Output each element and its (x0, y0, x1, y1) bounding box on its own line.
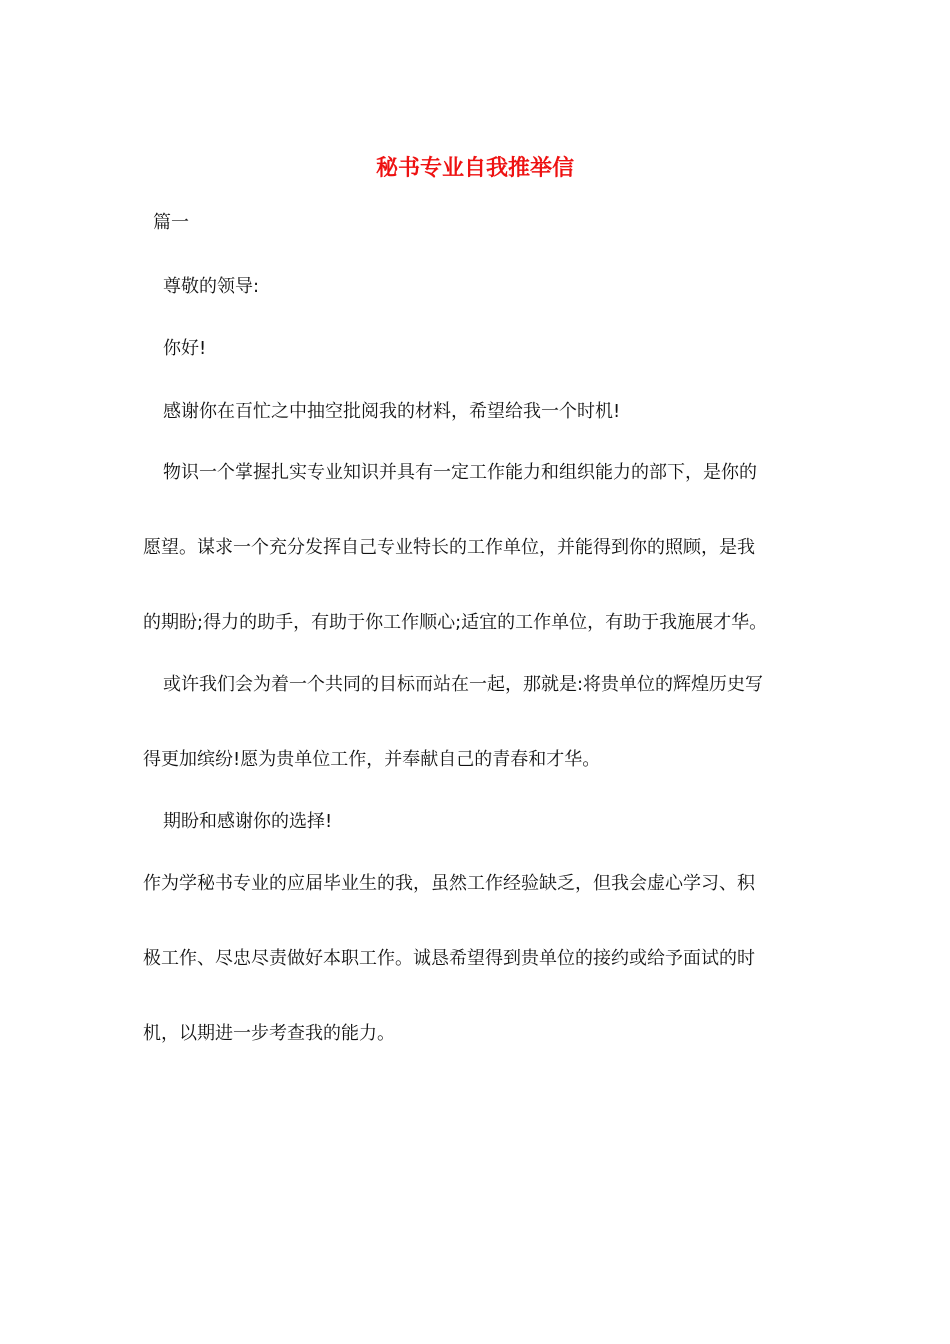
paragraph-5-line-3: 机，以期进一步考查我的能力。 (143, 1023, 395, 1044)
greeting: 你好! (163, 338, 207, 359)
paragraph-2-line-2: 愿望。谋求一个充分发挥自己专业特长的工作单位，并能得到你的照顾，是我 (143, 537, 755, 558)
paragraph-5-line-1: 作为学秘书专业的应届毕业生的我，虽然工作经验缺乏，但我会虚心学习、积 (143, 873, 755, 894)
paragraph-3-line-2: 得更加缤纷!愿为贵单位工作，并奉献自己的青春和才华。 (143, 749, 601, 770)
paragraph-4-line-1: 期盼和感谢你的选择! (163, 811, 333, 832)
paragraph-1-line-1: 感谢你在百忙之中抽空批阅我的材料，希望给我一个时机! (163, 401, 621, 422)
section-label: 篇一 (153, 212, 189, 233)
paragraph-5-line-2: 极工作、尽忠尽责做好本职工作。诚恳希望得到贵单位的接约或给予面试的时 (143, 948, 755, 969)
paragraph-2-line-3: 的期盼;得力的助手，有助于你工作顺心;适宜的工作单位，有助于我施展才华。 (143, 612, 768, 633)
paragraph-2-line-1: 物识一个掌握扎实专业知识并具有一定工作能力和组织能力的部下，是你的 (163, 462, 757, 483)
paragraph-3-line-1: 或许我们会为着一个共同的目标而站在一起，那就是:将贵单位的辉煌历史写 (163, 674, 764, 695)
salutation: 尊敬的领导: (163, 276, 260, 297)
document-title: 秘书专业自我推举信 (375, 155, 574, 181)
